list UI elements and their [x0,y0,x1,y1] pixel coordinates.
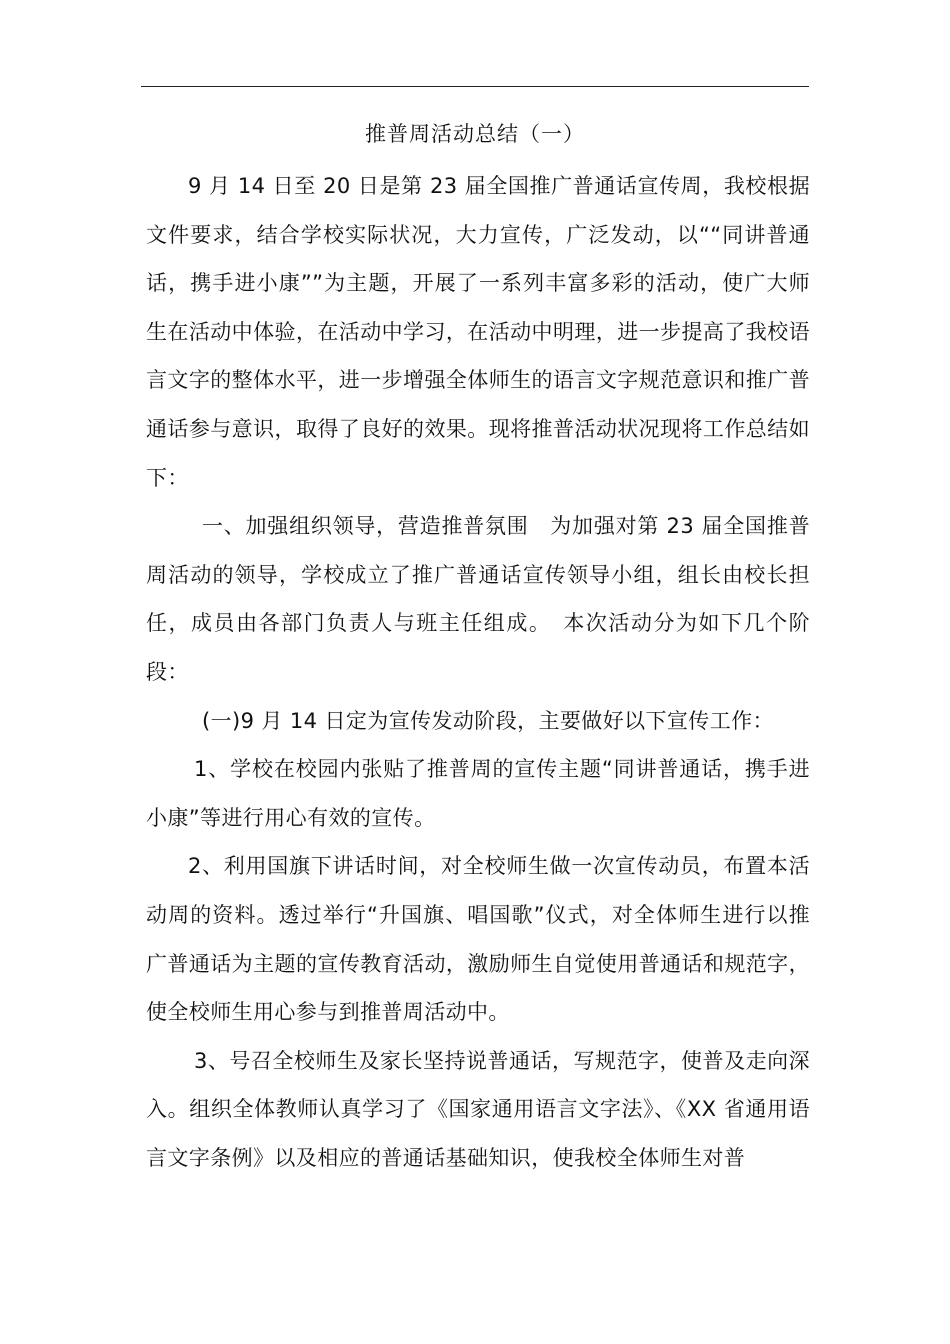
document-body [146,162,810,1182]
list-item-2: 2、利用国旗下讲话时间，对全校师生做一次宣传动员，布置本活动周的资料。透过举行“升国旗、唱国歌”仪式，对全体师生进行以推广普通话为主题的宣传教育活动，激励师生自觉使用普通话和规范字，使全校师生用心参与到推普周活动中。 [146,854,810,1025]
intro-paragraph: 9 月 14 日至 20 日是第 23 届全国推广普通话宣传周，我校根据文件要求，结合学校实际状况，大力宣传，广泛发动，以““同讲普通话，携手进小康””为主题，开展了一系列丰富多彩的活动，使广大师生在活动中体验，在活动中学习，在活动中明理，进一步提高了我校语言文字的整体水平，进一步增强全体师生的语言文字规范意识和推广普通话参与意识，取得了良好的效果。现将推普活动状况现将工作总结如下： [146,174,810,490]
section-one-paragraph: 一、加强组织领导，营造推普氛围 为加强对第 23 届全国推普周活动的领导，学校成立了推广普通话宣传领导小组，组长由校长担任，成员由各部门负责人与班主任组成。 本次活动分为如下几个阶段： [146,514,810,684]
document-title: 推普周活动总结（一） [365,122,585,146]
list-item-1: 1、学校在校园内张贴了推普周的宣传主题“同讲普通话，携手进小康”等进行用心有效的宣传。 [146,757,810,830]
phase-one-heading: (一)9 月 14 日定为宣传发动阶段，主要做好以下宣传工作： [202,708,774,733]
list-item-3: 3、号召全校师生及家长坚持说普通话，写规范字，使普及走向深入。组织全体教师认真学习了《国家通用语言文字法》、《XX 省通用语言文字条例》以及相应的普通话基础知识，使我校全体师生对普 [146,1048,810,1170]
header-rule [141,86,809,87]
